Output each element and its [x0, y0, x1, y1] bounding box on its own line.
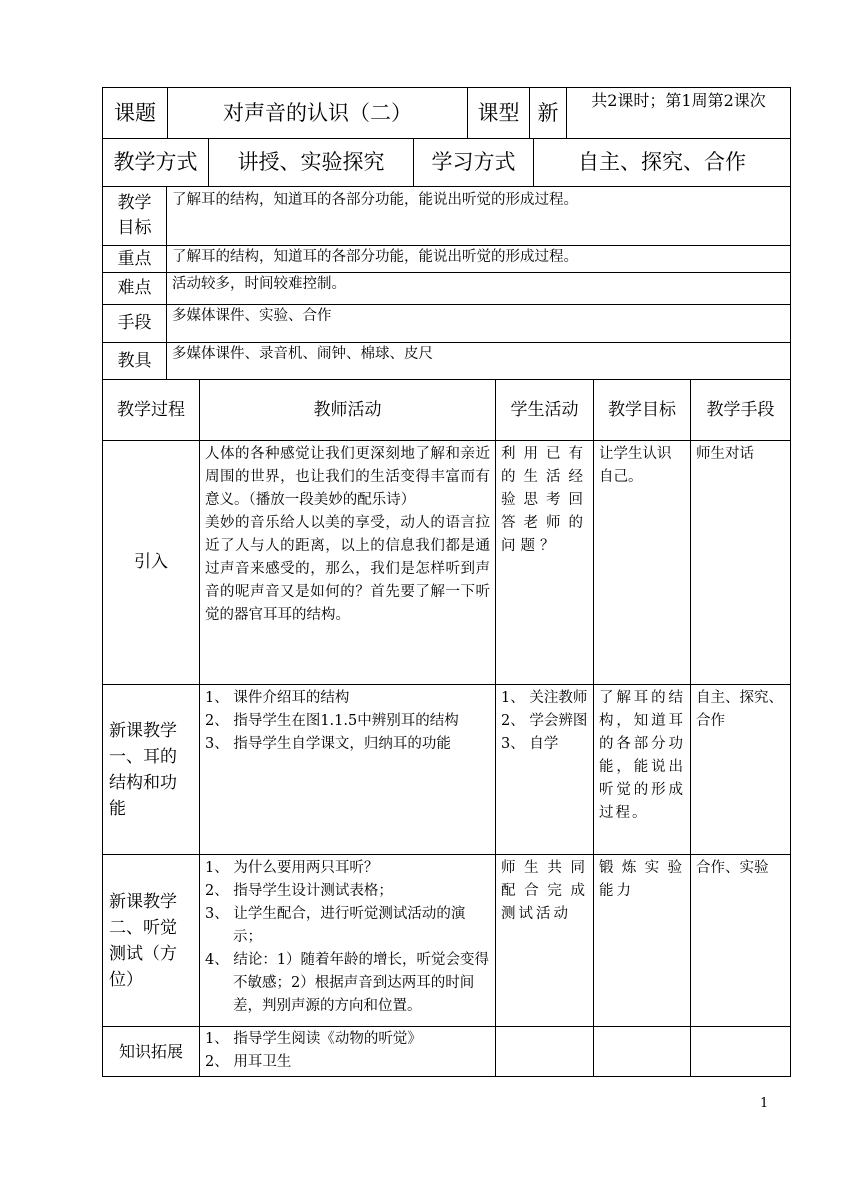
list-item: 1、 为什么要用两只耳听？: [205, 860, 379, 876]
page-number: 1: [760, 1096, 769, 1111]
list-item: 2、 指导学生设计测试表格；: [205, 883, 393, 899]
column-header: 教学手段: [691, 380, 791, 441]
stage-cell: 引入: [103, 441, 200, 685]
info-label: 教具: [103, 343, 167, 380]
student-text: 师生共同配合完成测试活动: [501, 860, 588, 922]
stage-cell: 新课教学一、耳的结构和功能: [103, 685, 200, 855]
learn-method-label: 学习方式: [414, 139, 534, 187]
teacher-activity: [200, 441, 496, 685]
topic-label: 课题: [103, 88, 168, 139]
info-text: 了解耳的结构，知道耳的各部分功能，能说出听觉的形成过程。: [167, 246, 791, 273]
list-item: 3、 自学: [501, 736, 559, 752]
table-row: [103, 685, 791, 855]
process-table: [102, 379, 791, 1077]
stage-cell: 新课教学二、听觉测试（方位）: [103, 855, 200, 1027]
teacher-activity: [200, 685, 496, 855]
teaching-goal: [594, 1027, 691, 1077]
student-activity: [496, 685, 594, 855]
list-item: 3、 指导学生自学课文，归纳耳的功能: [205, 736, 451, 752]
goal-text: 了解耳的结构，知道耳的各部分功能，能说出听觉的形成过程。: [599, 690, 685, 821]
info-table: [102, 186, 791, 380]
info-label: 难点: [103, 273, 167, 305]
teacher-activity: [200, 1027, 496, 1077]
method-table: [102, 138, 791, 187]
list-item: 1、 关注教师: [501, 690, 588, 706]
student-text: 利用已有的生活经验思考回答老师的问题？: [501, 446, 588, 554]
learn-method-value: 自主、探究、合作: [534, 139, 791, 187]
teacher-activity: [200, 855, 496, 1027]
stage-cell: 知识拓展: [103, 1027, 200, 1077]
list-item: 1、 课件介绍耳的结构: [205, 690, 350, 706]
column-header: 教学过程: [103, 380, 200, 441]
teaching-goal: [594, 441, 691, 685]
goal-text: 让学生认识自己。: [599, 446, 672, 485]
list-item: 3、 让学生配合，进行听觉测试活动的演示；: [205, 906, 466, 945]
info-text: 了解耳的结构，知道耳的各部分功能，能说出听觉的形成过程。: [167, 187, 791, 246]
teacher-paragraph: 美妙的音乐给人以美的享受，动人的语言拉近了人与人的距离，以上的信息我们都是通过声音来感受的，那么，我们是怎样听到声音的呢声音又是如何的？首先要了解一下听觉的器官耳耳的结构。: [205, 515, 490, 623]
type-label: 课型: [468, 88, 530, 139]
student-activity: [496, 855, 594, 1027]
student-activity: [496, 1027, 594, 1077]
topic-title: 对声音的认识（二）: [168, 88, 468, 139]
teaching-goal: [594, 685, 691, 855]
table-row: [103, 855, 791, 1027]
info-text: 多媒体课件、录音机、闹钟、棉球、皮尺: [167, 343, 791, 380]
hours-info: 共2课时；第1周第2课次: [567, 88, 791, 139]
column-header: 教学目标: [594, 380, 691, 441]
teaching-means: 合作、实验: [691, 855, 791, 1027]
info-text: 活动较多，时间较难控制。: [167, 273, 791, 305]
info-text: 多媒体课件、实验、合作: [167, 305, 791, 343]
list-item: 2、 指导学生在图1.1.5中辨别耳的结构: [205, 713, 459, 729]
goal-text: 锻炼实验能力: [599, 860, 685, 899]
student-activity: [496, 441, 594, 685]
teaching-means: [691, 1027, 791, 1077]
teach-method-label: 教学方式: [103, 139, 209, 187]
teaching-means: 师生对话: [691, 441, 791, 685]
header-table: [102, 87, 791, 139]
column-header: 学生活动: [496, 380, 594, 441]
type-value: 新: [530, 88, 567, 139]
table-row: [103, 441, 791, 685]
info-label: 教学目标: [103, 187, 167, 246]
teacher-paragraph: 人体的各种感觉让我们更深刻地了解和亲近周围的世界，也让我们的生活变得丰富而有意义。（播放一段美妙的配乐诗）: [205, 446, 490, 508]
list-item: 1、 指导学生阅读《动物的听觉》: [205, 1031, 422, 1047]
info-label: 重点: [103, 246, 167, 273]
column-header: 教师活动: [200, 380, 496, 441]
teaching-means: 自主、探究、合作: [691, 685, 791, 855]
list-item: 2、 用耳卫生: [205, 1054, 292, 1070]
list-item: 2、 学会辨图: [501, 713, 588, 729]
teach-method-value: 讲授、实验探究: [209, 139, 414, 187]
list-item: 4、 结论：1）随着年龄的增长，听觉会变得不敏感；2）根据声音到达两耳的时间差，判别声源的方向和位置。: [205, 952, 490, 1014]
table-row: [103, 1027, 791, 1077]
info-label: 手段: [103, 305, 167, 343]
teaching-goal: [594, 855, 691, 1027]
